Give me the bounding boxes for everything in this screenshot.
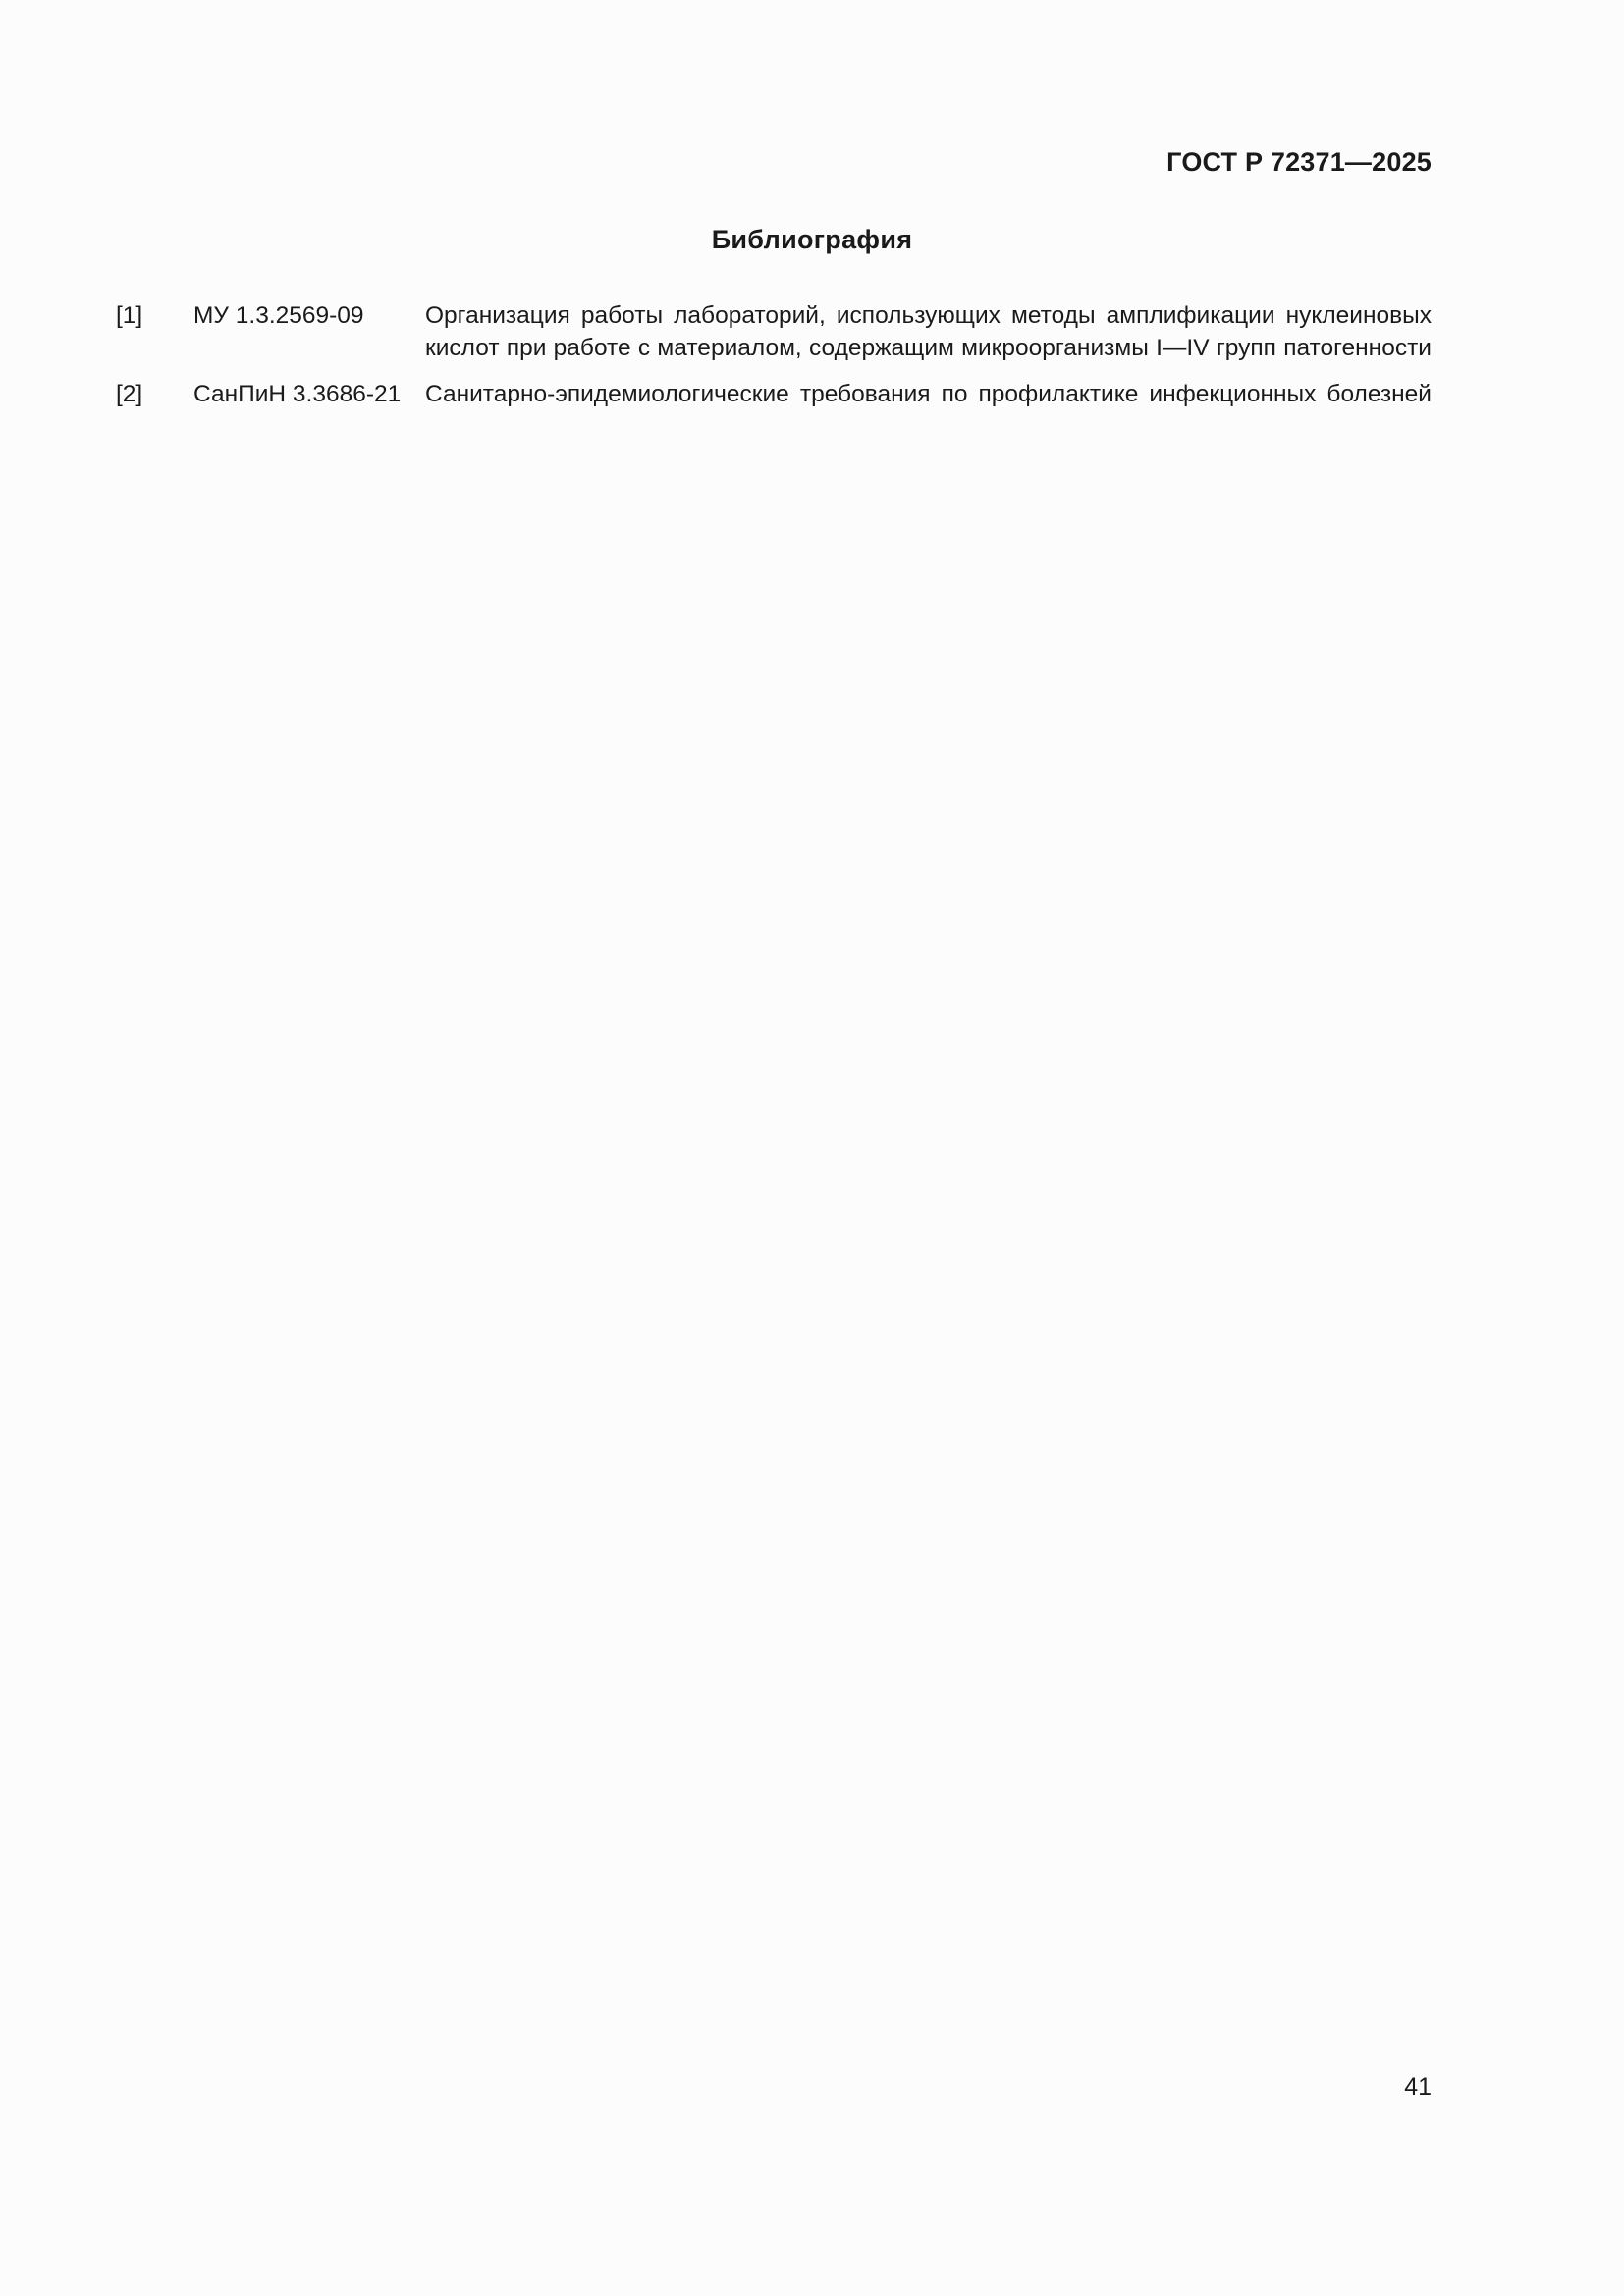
bibliography-entry <box>116 299 1432 364</box>
bibliography-entry-title: Организация работы лабораторий, использующих методы амплификации нуклеиновых кислот при работе с материалом, содержащим микроорганизмы I—IV групп патогенности <box>425 302 1432 361</box>
document-code: ГОСТ Р 72371—2025 <box>1166 147 1432 177</box>
bibliography-entry-title: Санитарно-эпидемиологические требования по профилактике инфекционных болезней <box>425 381 1432 407</box>
bibliography-entry <box>116 378 1432 410</box>
bibliography-entry-code: МУ 1.3.2569-09 <box>193 302 364 329</box>
bibliography-list <box>116 299 1432 424</box>
bibliography-entry-number: [1] <box>116 302 143 329</box>
page-number: 41 <box>1404 2073 1432 2101</box>
section-title: Библиография <box>711 225 913 254</box>
bibliography-entry-number: [2] <box>116 381 143 407</box>
bibliography-entry-code: СанПиН 3.3686-21 <box>193 381 402 407</box>
